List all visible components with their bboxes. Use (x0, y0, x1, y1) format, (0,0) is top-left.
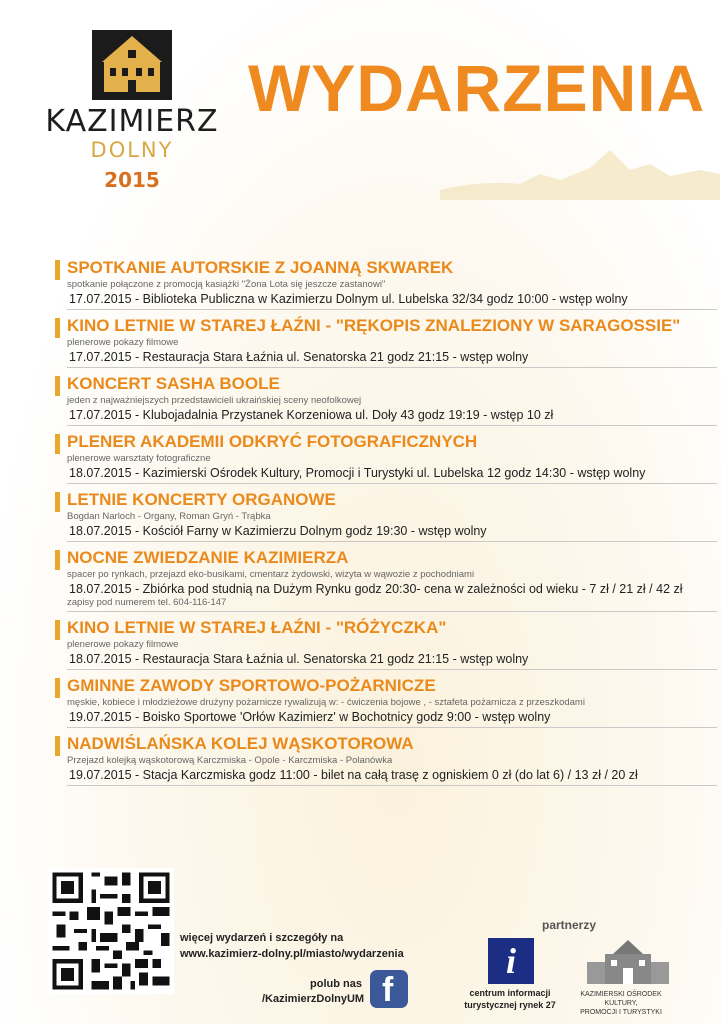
partners-label: partnerzy (542, 918, 597, 932)
event-detail: 18.07.2015 - Kościół Farny w Kazimierzu Dolnym godz 19:30 - wstęp wolny (69, 524, 487, 538)
event-note: zapisy pod numerem tel. 604-116-147 (67, 597, 227, 608)
culture-center-text (566, 990, 676, 1017)
event-divider (67, 483, 717, 484)
event-divider (67, 727, 717, 728)
event-item (55, 548, 715, 612)
event-title: KINO LETNIE W STAREJ ŁAŹNI - "RĘKOPIS ZNALEZIONY W SARAGOSSIE" (67, 316, 681, 335)
brand-subname: DOLNY (90, 138, 174, 162)
event-divider (67, 541, 717, 542)
facebook-letter: f (382, 971, 394, 1009)
event-item (55, 490, 715, 542)
event-title: LETNIE KONCERTY ORGANOWE (67, 490, 336, 509)
event-detail: 19.07.2015 - Boisko Sportowe 'Orłów Kazimierz' w Bochotnicy godz 9:00 - wstęp wolny (69, 710, 551, 724)
culture-center-line1: KAZIMIERSKI OŚRODEK KULTURY, (580, 991, 662, 1007)
event-subtitle: męskie, kobiece i młodzieżowe drużyny pożarnicze rywalizują w: - ćwiczenia bojowe , - sztafeta pożarnicza z przeszkodami (67, 697, 585, 708)
event-divider (67, 425, 717, 426)
event-subtitle: plenerowe pokazy filmowe (67, 337, 179, 348)
event-title: KINO LETNIE W STAREJ ŁAŹNI - "RÓŻYCZKA" (67, 618, 447, 637)
event-detail: 18.07.2015 - Kazimierski Ośrodek Kultury, Promocji i Turystyki ul. Lubelska 12 godz 14:30 - wstęp wolny (69, 466, 646, 480)
facebook-icon[interactable] (370, 970, 408, 1008)
event-title: NADWIŚLAŃSKA KOLEJ WĄSKOTOROWA (67, 734, 414, 753)
event-divider (67, 367, 717, 368)
event-divider (67, 309, 717, 310)
like-us-label: polub nas (310, 978, 362, 990)
facebook-text (262, 977, 365, 1007)
event-subtitle: Przejazd kolejką wąskotorową Karczmiska - Opole - Karczmiska - Polanówka (67, 755, 393, 766)
tourist-info-icon (488, 938, 534, 984)
event-marker (55, 434, 60, 454)
event-detail: 19.07.2015 - Stacja Karczmiska godz 11:00 - bilet na całą trasę z ogniskiem 0 zł (do lat 6) / 13 zł / 20 zł (69, 768, 638, 782)
page-title: WYDARZENIA (248, 51, 706, 125)
events-list (55, 258, 715, 792)
event-subtitle: Bogdan Narloch - Organy, Roman Gryń - Trąbka (67, 511, 271, 522)
event-marker (55, 376, 60, 396)
event-marker (55, 260, 60, 280)
event-marker (55, 678, 60, 698)
event-detail: 17.07.2015 - Restauracja Stara Łaźnia ul. Senatorska 21 godz 21:15 - wstęp wolny (69, 350, 529, 364)
event-marker (55, 620, 60, 640)
event-subtitle: plenerowe warsztaty fotograficzne (67, 453, 211, 464)
event-subtitle: spotkanie połączone z promocją kasiążki "Żona Lota się jeszcze zastanowi" (67, 279, 386, 290)
event-marker (55, 318, 60, 338)
event-subtitle: jeden z najważniejszych przedstawicieli ukraińskiej sceny neofolkowej (67, 395, 362, 406)
event-title: GMINNE ZAWODY SPORTOWO-POŻARNICZE (67, 676, 436, 695)
event-title: PLENER AKADEMII ODKRYĆ FOTOGRAFICZNYCH (67, 432, 478, 451)
culture-center-line2: PROMOCJI I TURYSTYKI (580, 1009, 662, 1016)
event-item (55, 374, 715, 426)
event-item (55, 734, 715, 786)
qr-code-icon[interactable] (48, 868, 174, 994)
event-divider (67, 669, 717, 670)
event-marker (55, 550, 60, 570)
more-info-text (180, 930, 404, 962)
facebook-handle[interactable]: /KazimierzDolnyUM (262, 993, 365, 1005)
more-info-line: więcej wydarzeń i szczegóły na (180, 932, 344, 944)
event-divider (67, 611, 717, 612)
event-item (55, 432, 715, 484)
event-item (55, 618, 715, 670)
event-item (55, 316, 715, 368)
event-title: KONCERT SASHA BOOLE (67, 374, 280, 393)
town-skyline-icon (440, 140, 720, 200)
event-divider (67, 785, 717, 786)
tourist-info-letter: i (505, 941, 516, 981)
website-link[interactable]: www.kazimierz-dolny.pl/miasto/wydarzenia (180, 948, 404, 960)
tourist-info-line1: centrum informacji (469, 988, 551, 998)
event-subtitle: plenerowe pokazy filmowe (67, 639, 179, 650)
event-detail: 17.07.2015 - Klubojadalnia Przystanek Korzeniowa ul. Doły 43 godz 19:19 - wstęp 10 zł (69, 408, 554, 422)
event-detail: 17.07.2015 - Biblioteka Publiczna w Kazimierzu Dolnym ul. Lubelska 32/34 godz 10:00 - wstęp wolny (69, 292, 628, 306)
event-title: SPOTKANIE AUTORSKIE Z JOANNĄ SKWAREK (67, 258, 454, 277)
brand-year: 2015 (104, 168, 160, 192)
tourist-info-text (440, 987, 580, 1011)
kazimierz-house-logo-icon (92, 30, 172, 100)
event-title: NOCNE ZWIEDZANIE KAZIMIERZA (67, 548, 349, 567)
event-marker (55, 492, 60, 512)
event-item (55, 258, 715, 310)
culture-center-logo-icon (583, 938, 673, 988)
event-detail: 18.07.2015 - Restauracja Stara Łaźnia ul. Senatorska 21 godz 21:15 - wstęp wolny (69, 652, 529, 666)
event-subtitle: spacer po rynkach, przejazd eko-busikami, cmentarz żydowski, wizyta w wąwozie z pochodniami (67, 569, 475, 580)
event-detail: 18.07.2015 - Zbiórka pod studnią na Dużym Rynku godz 20:30- cena w zależności od wieku - 7 zł / 21 zł / 42 zł (69, 582, 683, 596)
tourist-info-line2: turystycznej rynek 27 (464, 1000, 556, 1010)
event-marker (55, 736, 60, 756)
brand-name: KAZIMIERZ (45, 104, 219, 139)
event-item (55, 676, 715, 728)
